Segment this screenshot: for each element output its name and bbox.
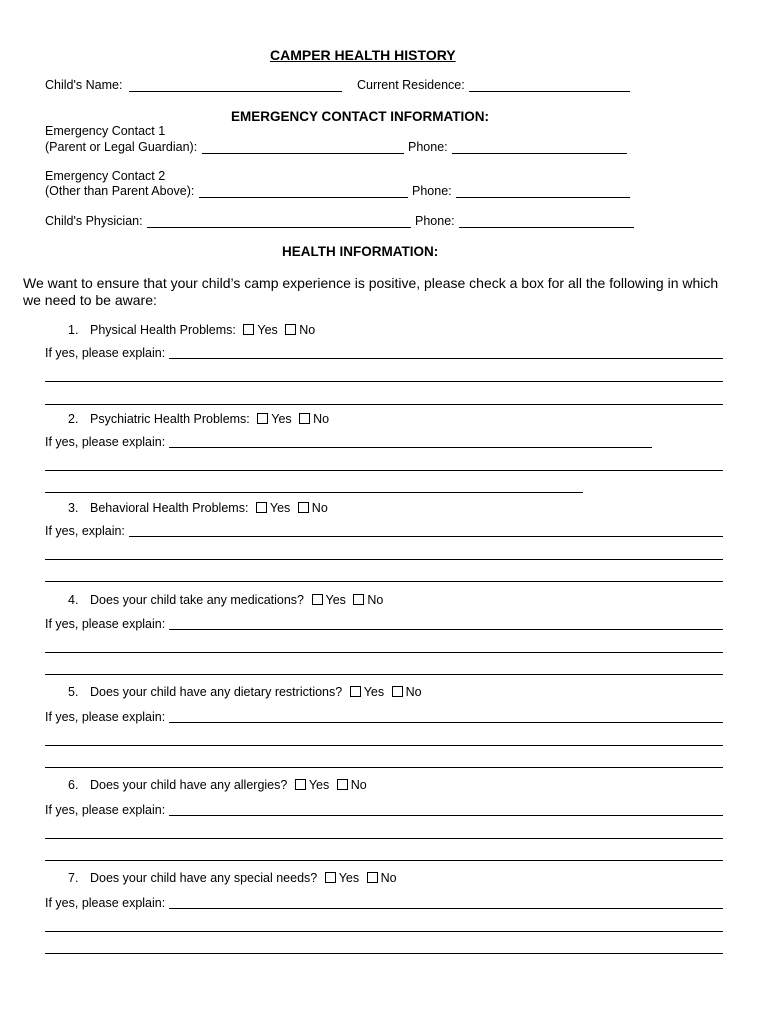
yes-checkbox[interactable] (350, 686, 361, 697)
contact2-phone-field[interactable] (456, 197, 630, 198)
contact1-phone-label: Phone: (408, 140, 448, 154)
explain-label: If yes, please explain: (45, 896, 166, 910)
question-1 (68, 323, 315, 337)
yes-checkbox[interactable] (256, 502, 267, 513)
explain-line[interactable] (45, 860, 723, 861)
child-name-label: Child's Name: (45, 78, 123, 92)
question-text: Does your child have any dietary restrictions? (90, 685, 343, 699)
explain-line[interactable] (45, 492, 583, 493)
explain-label: If yes, please explain: (45, 346, 166, 360)
yes-label: Yes (338, 871, 360, 885)
question-text: Behavioral Health Problems: (90, 501, 249, 515)
explain-line[interactable] (45, 652, 723, 653)
explain-line[interactable] (45, 838, 723, 839)
question-number: 2. (68, 412, 79, 426)
explain-label: If yes, please explain: (45, 803, 166, 817)
contact2-label-line2: (Other than Parent Above): (45, 184, 195, 198)
question-number: 7. (68, 871, 79, 885)
question-7 (68, 871, 397, 885)
no-checkbox[interactable] (285, 324, 296, 335)
contact1-label-line2: (Parent or Legal Guardian): (45, 140, 198, 154)
no-label: No (367, 593, 384, 607)
question-text: Does your child take any medications? (90, 593, 305, 607)
no-label: No (405, 685, 422, 699)
health-intro-line1: We want to ensure that your child’s camp experience is positive, please check a box for all the following in which (23, 275, 719, 291)
no-label: No (311, 501, 328, 515)
question-4 (68, 593, 383, 607)
emergency-heading: EMERGENCY CONTACT INFORMATION: (231, 109, 489, 124)
residence-field[interactable] (469, 91, 630, 92)
question-6 (68, 778, 367, 792)
explain-field-4[interactable] (169, 629, 723, 630)
question-number: 5. (68, 685, 79, 699)
no-checkbox[interactable] (298, 502, 309, 513)
contact2-name-field[interactable] (199, 197, 408, 198)
physician-phone-field[interactable] (459, 227, 634, 228)
question-number: 3. (68, 501, 79, 515)
child-name-field[interactable] (129, 91, 342, 92)
no-label: No (299, 323, 316, 337)
physician-phone-label: Phone: (415, 214, 455, 228)
question-text: Physical Health Problems: (90, 323, 236, 337)
explain-field-7[interactable] (169, 908, 723, 909)
explain-line[interactable] (45, 470, 723, 471)
yes-checkbox[interactable] (257, 413, 268, 424)
question-2 (68, 412, 329, 426)
no-checkbox[interactable] (353, 594, 364, 605)
explain-field-5[interactable] (169, 722, 723, 723)
no-checkbox[interactable] (367, 872, 378, 883)
health-intro-line2: we need to be aware: (23, 292, 157, 308)
yes-checkbox[interactable] (243, 324, 254, 335)
yes-label: Yes (363, 685, 385, 699)
question-text: Psychiatric Health Problems: (90, 412, 250, 426)
question-3 (68, 501, 328, 515)
explain-label: If yes, please explain: (45, 435, 166, 449)
no-checkbox[interactable] (299, 413, 310, 424)
explain-line[interactable] (45, 381, 723, 382)
explain-line[interactable] (45, 581, 723, 582)
explain-field-3[interactable] (129, 536, 723, 537)
explain-label: If yes, please explain: (45, 710, 166, 724)
contact1-name-field[interactable] (202, 153, 404, 154)
yes-checkbox[interactable] (325, 872, 336, 883)
contact1-label-line1: Emergency Contact 1 (45, 124, 166, 138)
no-checkbox[interactable] (337, 779, 348, 790)
contact2-label-line1: Emergency Contact 2 (45, 169, 166, 183)
contact2-phone-label: Phone: (412, 184, 452, 198)
no-checkbox[interactable] (392, 686, 403, 697)
health-heading: HEALTH INFORMATION: (282, 244, 439, 259)
yes-checkbox[interactable] (312, 594, 323, 605)
explain-line[interactable] (45, 953, 723, 954)
question-number: 1. (68, 323, 79, 337)
question-5 (68, 685, 422, 699)
yes-label: Yes (325, 593, 346, 607)
no-label: No (313, 412, 330, 426)
yes-label: Yes (308, 778, 330, 792)
no-label: No (350, 778, 367, 792)
no-label: No (380, 871, 397, 885)
yes-checkbox[interactable] (295, 779, 306, 790)
question-number: 6. (68, 778, 79, 792)
explain-line[interactable] (45, 745, 723, 746)
explain-field-2[interactable] (169, 447, 652, 448)
explain-line[interactable] (45, 559, 723, 560)
page-title: CAMPER HEALTH HISTORY (270, 47, 456, 63)
physician-label: Child's Physician: (45, 214, 143, 228)
explain-line[interactable] (45, 404, 723, 405)
explain-label: If yes, explain: (45, 524, 125, 538)
contact1-phone-field[interactable] (452, 153, 627, 154)
physician-field[interactable] (147, 227, 411, 228)
yes-label: Yes (271, 412, 292, 426)
question-text: Does your child have any allergies? (90, 778, 288, 792)
explain-line[interactable] (45, 674, 723, 675)
yes-label: Yes (257, 323, 278, 337)
explain-field-6[interactable] (169, 815, 723, 816)
question-text: Does your child have any special needs? (90, 871, 318, 885)
explain-line[interactable] (45, 931, 723, 932)
explain-label: If yes, please explain: (45, 617, 166, 631)
residence-label: Current Residence: (357, 78, 465, 92)
yes-label: Yes (269, 501, 291, 515)
explain-line[interactable] (45, 767, 723, 768)
question-number: 4. (68, 593, 79, 607)
explain-field-1[interactable] (169, 358, 723, 359)
